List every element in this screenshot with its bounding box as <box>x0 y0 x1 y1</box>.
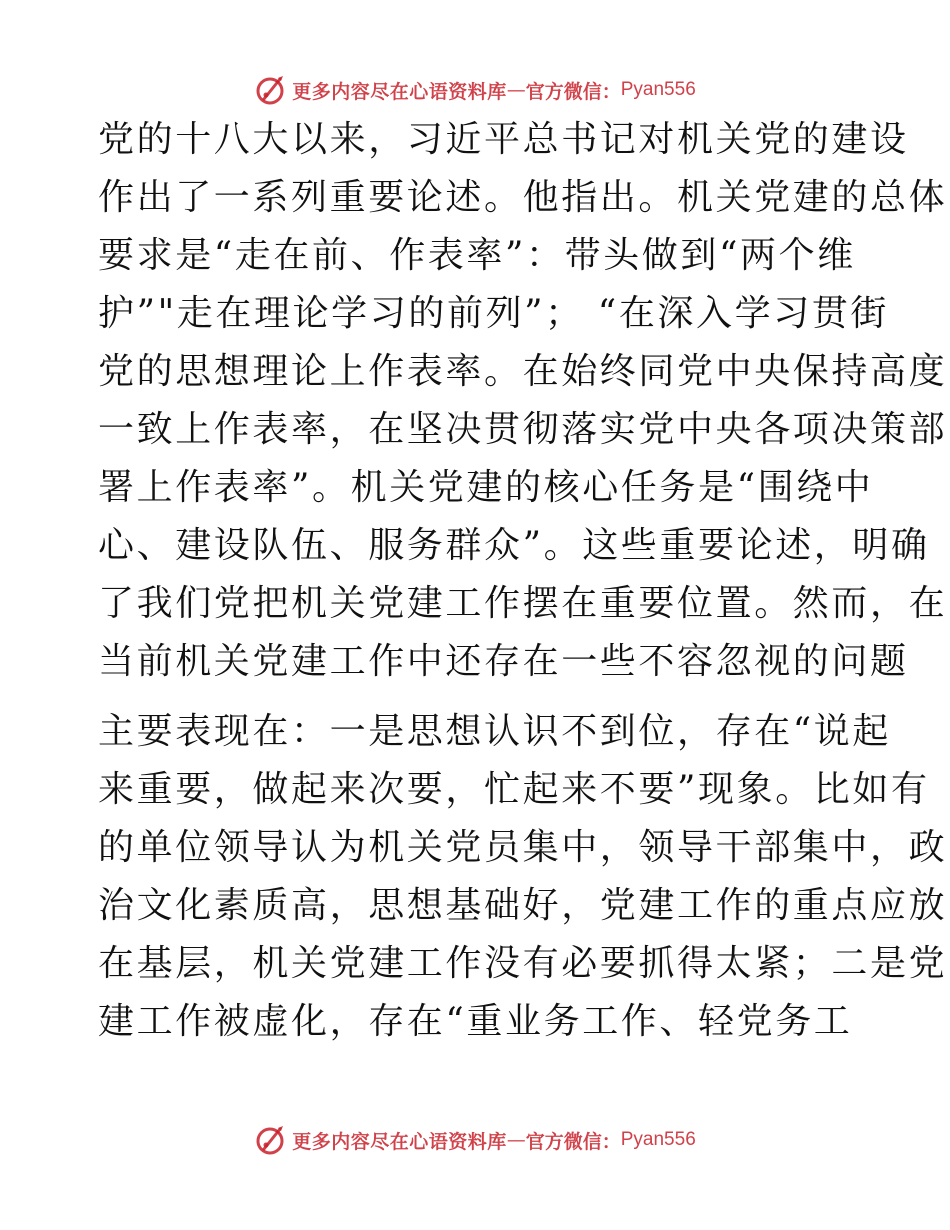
brush-logo-icon <box>254 73 288 107</box>
text-line: 在基层，机关党建工作没有必要抓得太紧；二是党 <box>98 943 948 984</box>
banner-wechat-label: 官方微信： <box>525 1130 621 1153</box>
text-line: 作出了一系列重要论述。他指出。机关党建的总体 <box>98 177 948 218</box>
header-banner <box>0 70 950 110</box>
banner-wechat-label: 官方微信： <box>525 80 621 103</box>
text-line: 要求是“走在前、作表率”：带头做到“两个维 <box>98 235 856 276</box>
text-line: 党的思想理论上作表率。在始终同党中央保持高度 <box>98 351 948 392</box>
text-line: 来重要，做起来次要，忙起来不要”现象。比如有 <box>98 769 930 810</box>
text-line: 当前机关党建工作中还存在一些不容忽视的问题 <box>98 641 909 682</box>
text-line: 党的十八大以来，习近平总书记对机关党的建设 <box>98 119 909 160</box>
text-line: 主要表现在：一是思想认识不到位，存在“说起 <box>98 711 892 752</box>
text-line: 的单位领导认为机关党员集中，领导干部集中，政 <box>98 827 948 868</box>
banner-text: 更多内容尽在心语资料库 <box>292 80 507 103</box>
banner-wechat-id: Pyan556 <box>620 79 696 100</box>
banner-wechat-id: Pyan556 <box>620 1129 696 1150</box>
paragraph-1 <box>98 119 948 682</box>
text-line: 了我们党把机关党建工作摆在重要位置。然而，在 <box>98 583 948 624</box>
text-line: 署上作表率”。机关党建的核心任务是“围绕中 <box>98 467 874 508</box>
banner-separator: — <box>506 79 526 101</box>
text-line: 心、建设队伍、服务群众”。这些重要论述，明确 <box>98 525 930 566</box>
text-line: 护”"走在理论学习的前列”； “在深入学习贯街 <box>98 293 890 334</box>
paragraph-2 <box>98 711 948 1042</box>
footer-banner <box>0 1120 950 1160</box>
banner-text: 更多内容尽在心语资料库 <box>292 1130 507 1153</box>
banner-separator: — <box>506 1129 526 1151</box>
brush-logo-icon <box>254 1123 288 1157</box>
text-line: 建工作被虚化，存在“重业务工作、轻党务工 <box>98 1001 853 1042</box>
text-line: 一致上作表率，在坚决贯彻落实党中央各项决策部 <box>98 409 948 450</box>
text-line: 治文化素质高，思想基础好，党建工作的重点应放 <box>98 885 948 926</box>
document-body <box>98 119 948 1062</box>
